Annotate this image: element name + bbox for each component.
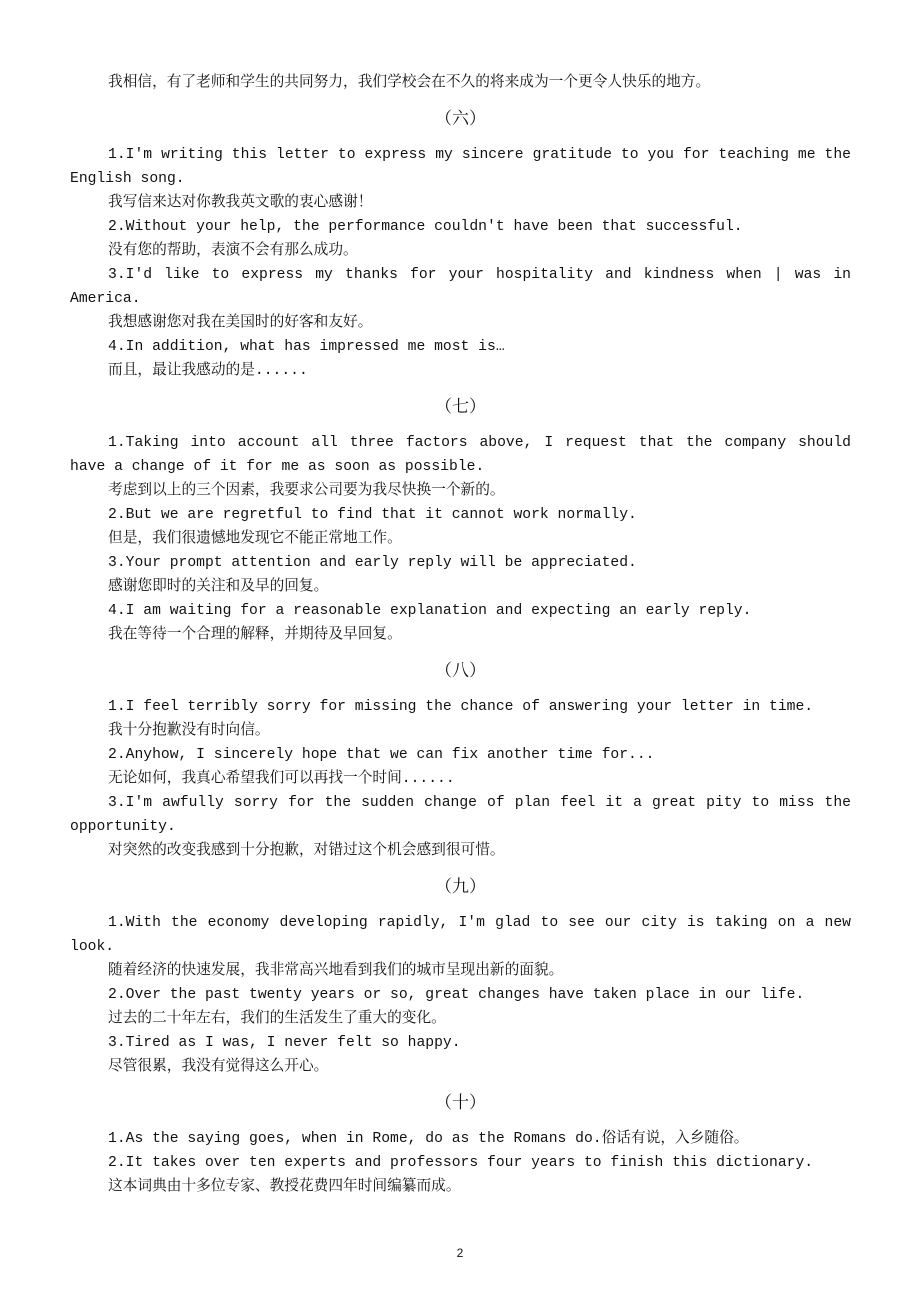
sentence-line: 没有您的帮助，表演不会有那么成功。 <box>108 243 358 259</box>
section-heading: （七） <box>435 397 486 417</box>
sentence-line: 4.In addition, what has impressed me most is… <box>108 339 505 355</box>
sentence-line: 考虑到以上的三个因素，我要求公司要为我尽快换一个新的。 <box>108 483 505 499</box>
sentence-line: 随着经济的快速发展，我非常高兴地看到我们的城市呈现出新的面貌。 <box>108 963 564 979</box>
document-body <box>70 71 851 1199</box>
sentence-line: 这本词典由十多位专家、教授花费四年时间编纂而成。 <box>108 1179 461 1195</box>
sentence-line: 1.I'm writing this letter to express my sincere gratitude to you for teaching me the English song. <box>70 147 851 187</box>
sentence-line: 而且，最让我感动的是...... <box>108 363 308 379</box>
sentence-line: 感谢您即时的关注和及早的回复。 <box>108 579 329 595</box>
section-heading: （九） <box>435 877 486 897</box>
sentence-line: 我写信来达对你教我英文歌的衷心感谢！ <box>108 195 373 211</box>
sentence-line: 过去的二十年左右，我们的生活发生了重大的变化。 <box>108 1011 446 1027</box>
sentence-line: 2.But we are regretful to find that it cannot work normally. <box>108 507 637 523</box>
sentence-line: 3.Your prompt attention and early reply will be appreciated. <box>108 555 637 571</box>
sentence-line: 3.I'd like to express my thanks for your hospitality and kindness when | was in America. <box>70 267 851 307</box>
sentence-line: 2.Without your help, the performance couldn't have been that successful. <box>108 219 743 235</box>
sentence-line: 3.I'm awfully sorry for the sudden change of plan feel it a great pity to miss the opportunity. <box>70 795 851 835</box>
sentence-line: 我在等待一个合理的解释，并期待及早回复。 <box>108 627 402 643</box>
sentence-line: 3.Tired as I was, I never felt so happy. <box>108 1035 461 1051</box>
sentence-line: 2.It takes over ten experts and professors four years to finish this dictionary. <box>108 1155 814 1171</box>
sentence-line: 无论如何，我真心希望我们可以再找一个时间...... <box>108 771 455 787</box>
sentence-line: 4.I am waiting for a reasonable explanation and expecting an early reply. <box>108 603 752 619</box>
intro-paragraph: 我相信，有了老师和学生的共同努力，我们学校会在不久的将来成为一个更令人快乐的地方。 <box>108 75 711 91</box>
sentence-line: 我十分抱歉没有时向信。 <box>108 723 270 739</box>
section-heading: （十） <box>435 1093 486 1113</box>
sentence-line: 1.Taking into account all three factors above, I request that the company should have a change of it for me as soon as possible. <box>70 435 851 475</box>
sections <box>70 107 851 1199</box>
section-heading: （六） <box>435 109 486 129</box>
sentence-line: 2.Over the past twenty years or so, great changes have taken place in our life. <box>108 987 805 1003</box>
section-heading: （八） <box>435 661 486 681</box>
sentence-line: 我想感谢您对我在美国时的好客和友好。 <box>108 315 373 331</box>
sentence-line: 但是，我们很遗憾地发现它不能正常地工作。 <box>108 531 402 547</box>
sentence-line: 尽管很累，我没有觉得这么开心。 <box>108 1059 329 1075</box>
sentence-line: 1.With the economy developing rapidly, I'm glad to see our city is taking on a new look. <box>70 915 851 955</box>
sentence-line: 1.As the saying goes, when in Rome, do as the Romans do.俗话有说，入乡随俗。 <box>108 1131 749 1147</box>
page-number: 2 <box>456 1246 464 1260</box>
sentence-line: 1.I feel terribly sorry for missing the chance of answering your letter in time. <box>108 699 814 715</box>
sentence-line: 2.Anyhow, I sincerely hope that we can fix another time for... <box>108 747 655 763</box>
sentence-line: 对突然的改变我感到十分抱歉，对错过这个机会感到很可惜。 <box>108 843 505 859</box>
